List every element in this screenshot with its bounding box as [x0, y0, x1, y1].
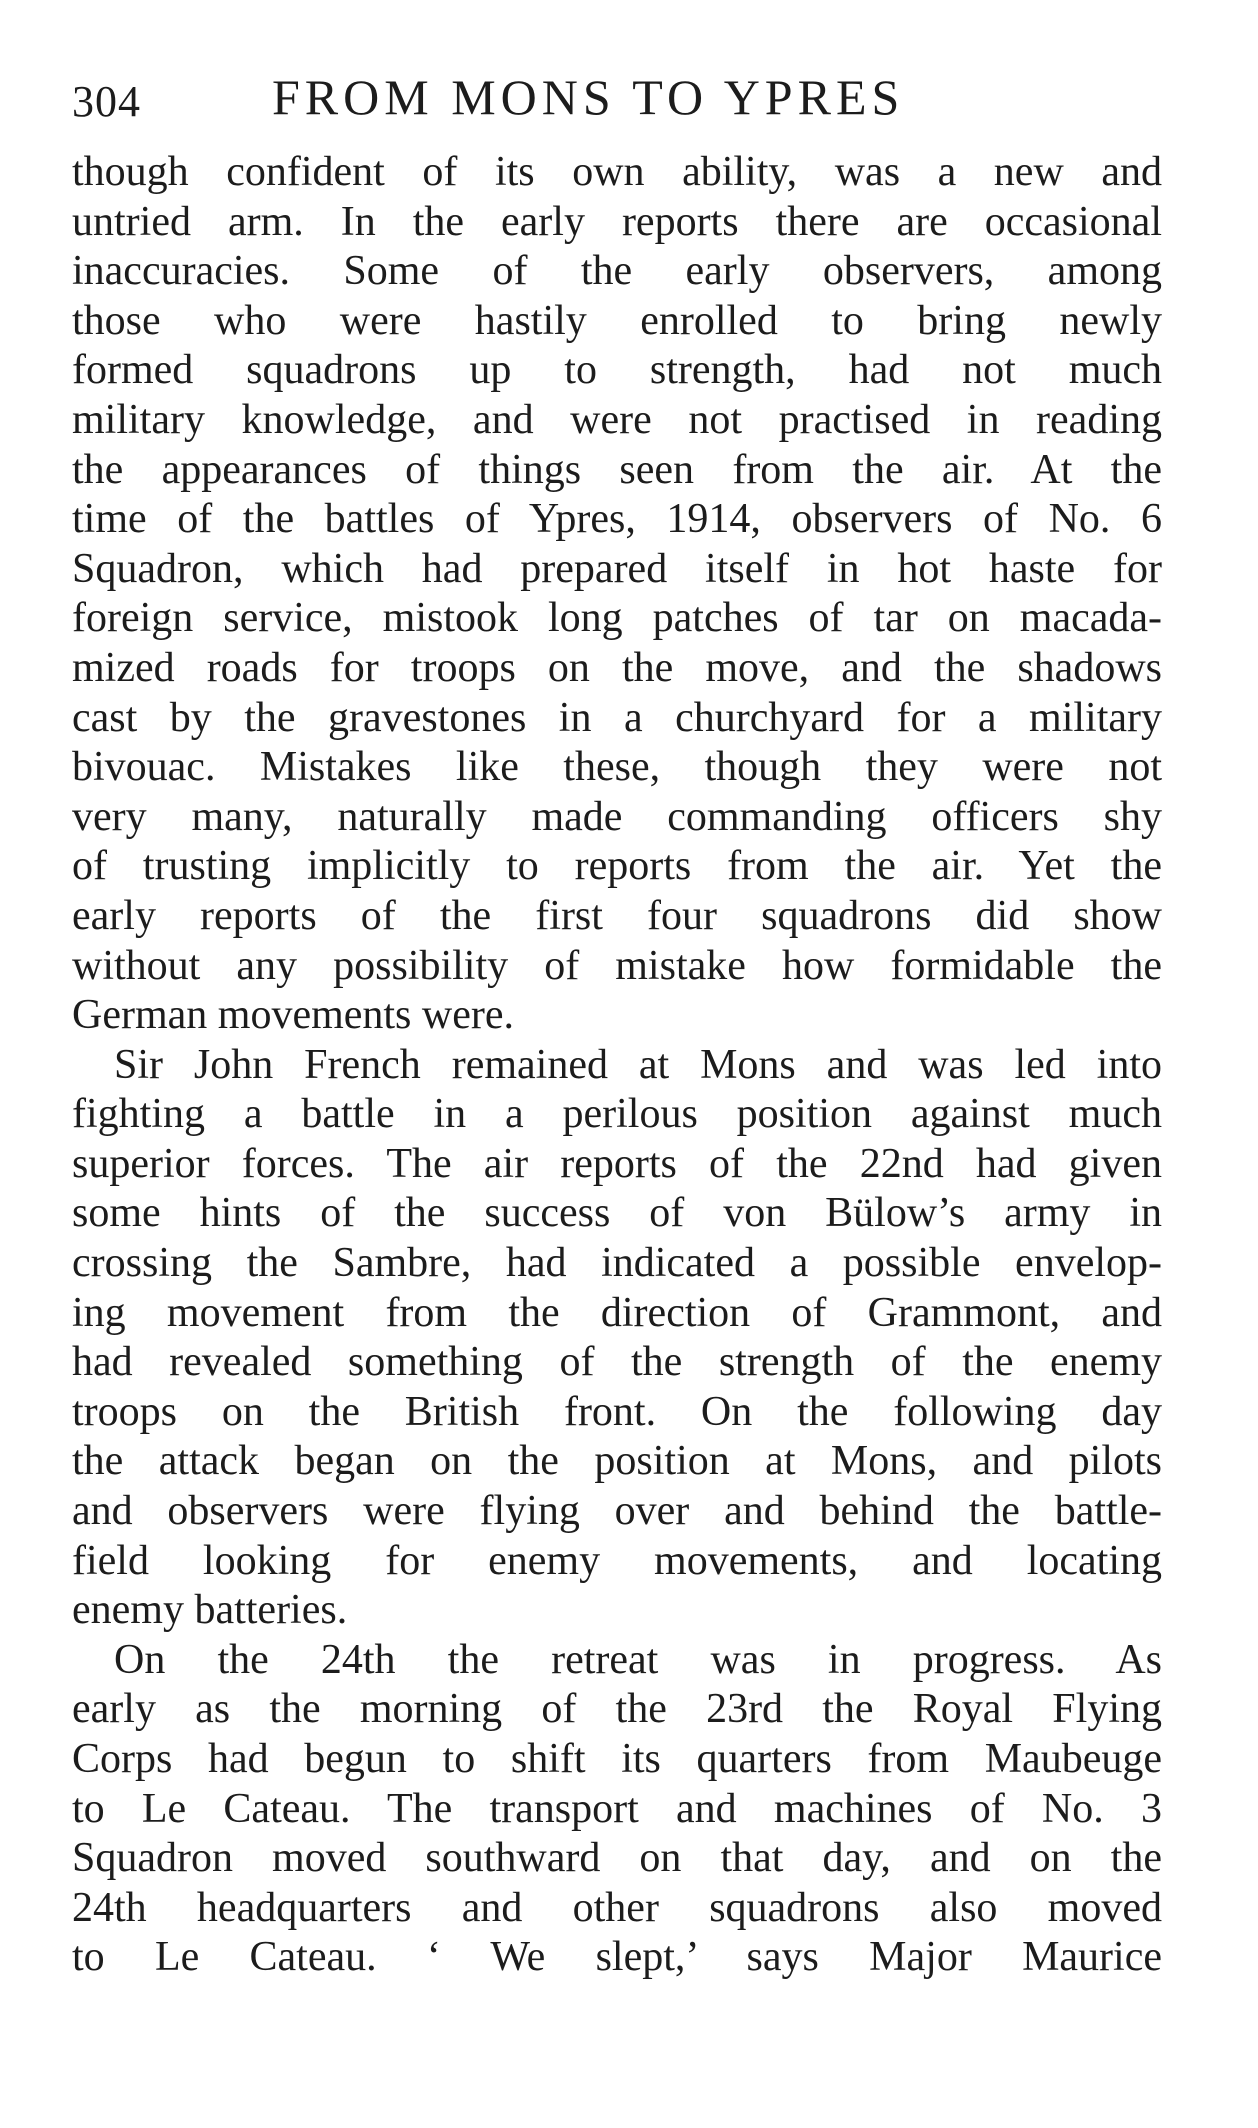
text-line: On the 24th the retreat was in progress. As — [114, 1636, 1162, 1683]
text-line: very many, naturally made commanding officers shy — [72, 793, 1162, 840]
text-line: cast by the gravestones in a churchyard for a military — [72, 694, 1162, 741]
text-line: to Le Cateau. ‘ We slept,’ says Major Maurice — [72, 1934, 1162, 1981]
text-line: troops on the British front. On the following day — [72, 1388, 1162, 1435]
running-head — [72, 68, 1162, 138]
text-line: 24th headquarters and other squadrons also moved — [72, 1884, 1162, 1931]
text-line: had revealed something of the strength of the enemy — [72, 1339, 1162, 1386]
text-line: superior forces. The air reports of the 22nd had given — [72, 1140, 1162, 1187]
body-text — [72, 148, 1162, 1983]
text-line: Squadron moved southward on that day, and on the — [72, 1835, 1162, 1882]
text-line: bivouac. Mistakes like these, though they were not — [72, 744, 1162, 791]
text-line: time of the battles of Ypres, 1914, observers of No. 6 — [72, 496, 1162, 543]
text-line: early as the morning of the 23rd the Royal Flying — [72, 1686, 1162, 1733]
text-line: German movements were. — [72, 992, 515, 1039]
text-line: military knowledge, and were not practised in reading — [72, 396, 1162, 443]
text-line: the appearances of things seen from the air. At the — [72, 446, 1162, 493]
text-line: of trusting implicitly to reports from the air. Yet the — [72, 843, 1162, 890]
text-line: Corps had begun to shift its quarters from Maubeuge — [72, 1736, 1162, 1782]
text-line: foreign service, mistook long patches of tar on macada- — [72, 595, 1162, 642]
text-line: some hints of the success of von Bülow’s army in — [72, 1190, 1162, 1237]
text-line: crossing the Sambre, had indicated a possible envelop- — [72, 1240, 1162, 1287]
text-line: fighting a battle in a perilous position against much — [72, 1091, 1162, 1138]
paragraph-1 — [72, 148, 1162, 1041]
paragraph-3 — [72, 1636, 1162, 1983]
text-line: to Le Cateau. The transport and machines of No. 3 — [72, 1785, 1162, 1832]
text-line: enemy batteries. — [72, 1587, 348, 1634]
text-line: those who were hastily enrolled to bring newly — [72, 297, 1162, 344]
text-line: though confident of its own ability, was a new and — [72, 149, 1162, 195]
text-line: early reports of the first four squadrons did show — [72, 892, 1162, 939]
text-line: untried arm. In the early reports there are occasional — [72, 198, 1162, 245]
text-line: Sir John French remained at Mons and was led into — [114, 1041, 1162, 1088]
text-line: mized roads for troops on the move, and the shadows — [72, 644, 1162, 691]
text-line: Squadron, which had prepared itself in hot haste for — [72, 545, 1162, 592]
text-line: formed squadrons up to strength, had not much — [72, 347, 1162, 394]
text-line: the attack began on the position at Mons, and pilots — [72, 1438, 1162, 1485]
book-title: FROM MONS TO YPRES — [272, 69, 905, 125]
text-line: ing movement from the direction of Grammont, and — [72, 1289, 1162, 1336]
text-line: and observers were flying over and behind the battle- — [72, 1488, 1162, 1535]
text-line: inaccuracies. Some of the early observers, among — [72, 248, 1162, 295]
page-number: 304 — [72, 77, 141, 126]
paragraph-2 — [72, 1041, 1162, 1636]
text-line: without any possibility of mistake how formidable the — [72, 942, 1162, 989]
text-line: field looking for enemy movements, and locating — [72, 1537, 1162, 1584]
